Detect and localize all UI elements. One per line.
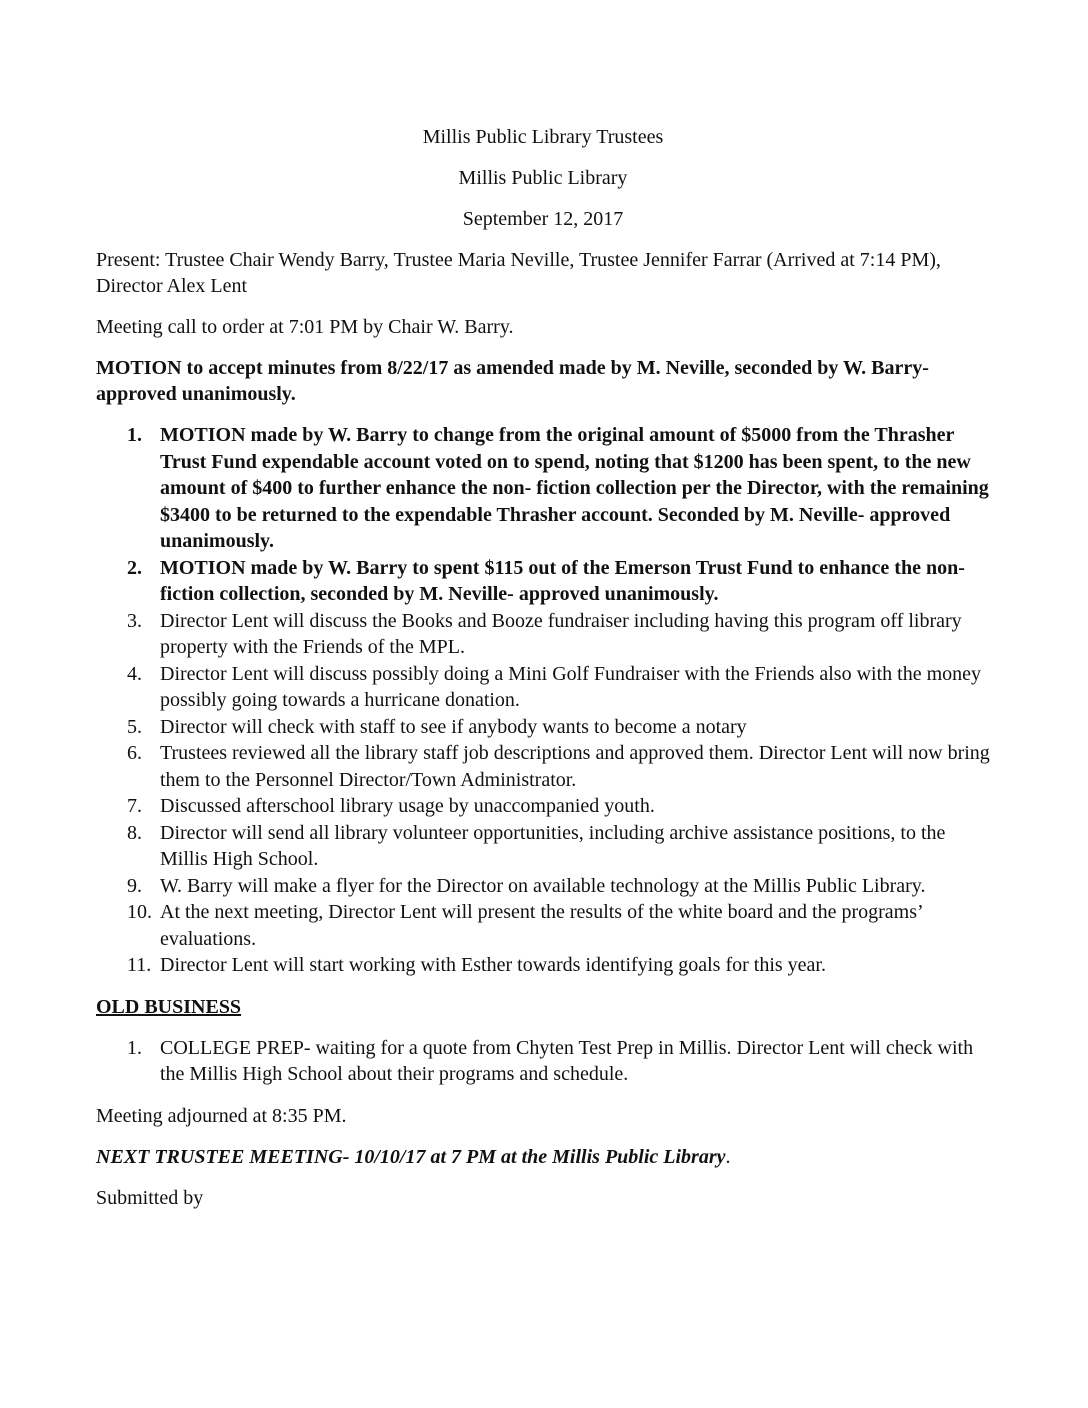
call-to-order-paragraph: Meeting call to order at 7:01 PM by Chair W. Barry. (96, 316, 514, 338)
submitted-by: Submitted by (96, 1186, 204, 1209)
list-item-text: MOTION made by W. Barry to spent $115 out of the Emerson Trust Fund to enhance the non- fiction collection, seconded by M. Neville- approved unanimously. (160, 556, 965, 605)
list-item-text: Director Lent will discuss possibly doing a Mini Golf Fundraiser with the Friends also with the money possibly going towards a hurricane donation. (160, 662, 982, 711)
list-item-text: Director will check with staff to see if anybody wants to become a notary (160, 715, 747, 738)
list-item-number: 3. (127, 609, 142, 632)
minutes-motion-paragraph: MOTION to accept minutes from 8/22/17 as amended made by M. Neville, seconded by W. Barry- approved unanimously. (96, 357, 929, 405)
list-item-number: 1. (127, 424, 142, 446)
list-item (96, 1035, 990, 1088)
list-item (96, 608, 990, 661)
list-item (96, 422, 990, 555)
list-item (96, 555, 990, 608)
list-item-number: 5. (127, 715, 142, 738)
next-meeting-period: . (725, 1145, 731, 1168)
list-item-number: 8. (127, 821, 142, 844)
list-item-number: 10. (127, 901, 152, 923)
list-item (96, 820, 990, 873)
list-item (96, 661, 990, 714)
list-item-number: 4. (127, 662, 142, 685)
list-item (96, 899, 990, 952)
list-item (96, 952, 990, 979)
meeting-date: September 12, 2017 (462, 208, 624, 230)
list-item-number: 2. (127, 556, 142, 579)
old-business-list (96, 1035, 990, 1088)
list-item-number: 9. (127, 874, 142, 897)
list-item-text: Discussed afterschool library usage by unaccompanied youth. (160, 795, 655, 817)
list-item-number: 1. (127, 1036, 142, 1059)
adjourned-paragraph: Meeting adjourned at 8:35 PM. (96, 1104, 347, 1127)
list-item (96, 873, 990, 900)
list-item-text: W. Barry will make a flyer for the Director on available technology at the Millis Public Library. (160, 874, 926, 897)
attendance-paragraph: Present: Trustee Chair Wendy Barry, Trustee Maria Neville, Trustee Jennifer Farrar (Arrived at 7:14 PM), Director Alex Lent (96, 249, 941, 297)
document-page (96, 124, 990, 1226)
list-item-text: Director Lent will start working with Esther towards identifying goals for this year. (160, 954, 826, 976)
list-item (96, 740, 990, 793)
list-item-text: COLLEGE PREP- waiting for a quote from Chyten Test Prep in Millis. Director Lent will check with the Millis High School about their programs and schedule. (160, 1036, 974, 1085)
list-item-number: 7. (127, 795, 142, 817)
next-meeting-paragraph (96, 1144, 990, 1170)
list-item (96, 714, 990, 741)
old-business-heading: OLD BUSINESS (96, 995, 242, 1018)
list-item-number: 11. (127, 954, 152, 976)
document-title: Millis Public Library Trustees (422, 126, 664, 148)
list-item-text: Trustees reviewed all the library staff job descriptions and approved them. Director Lent will now bring them to the Personnel Director/Town Administrator. (160, 742, 990, 791)
list-item-text: MOTION made by W. Barry to change from the original amount of $5000 from the Thrasher Trust Fund expendable account voted on to spend, noting that $1200 has been spent, to the new amount of $400 to further enhance the non- fiction collection per the Director, with the remaining $3400 to be returned to the expendable Thrasher account. Seconded by M. Neville- approved unanimously. (160, 424, 989, 552)
list-item-text: Director Lent will discuss the Books and Booze fundraiser including having this program off library property with the Friends of the MPL. (160, 609, 962, 658)
list-item-text: Director will send all library volunteer opportunities, including archive assistance positions, to the Millis High School. (160, 821, 946, 870)
list-item-text: At the next meeting, Director Lent will present the results of the white board and the programs’ evaluations. (160, 901, 923, 950)
next-meeting-text: NEXT TRUSTEE MEETING- 10/10/17 at 7 PM at the Millis Public Library (96, 1145, 726, 1168)
list-item-number: 6. (127, 742, 142, 764)
library-name: Millis Public Library (458, 167, 628, 189)
agenda-list (96, 422, 990, 979)
list-item (96, 793, 990, 820)
